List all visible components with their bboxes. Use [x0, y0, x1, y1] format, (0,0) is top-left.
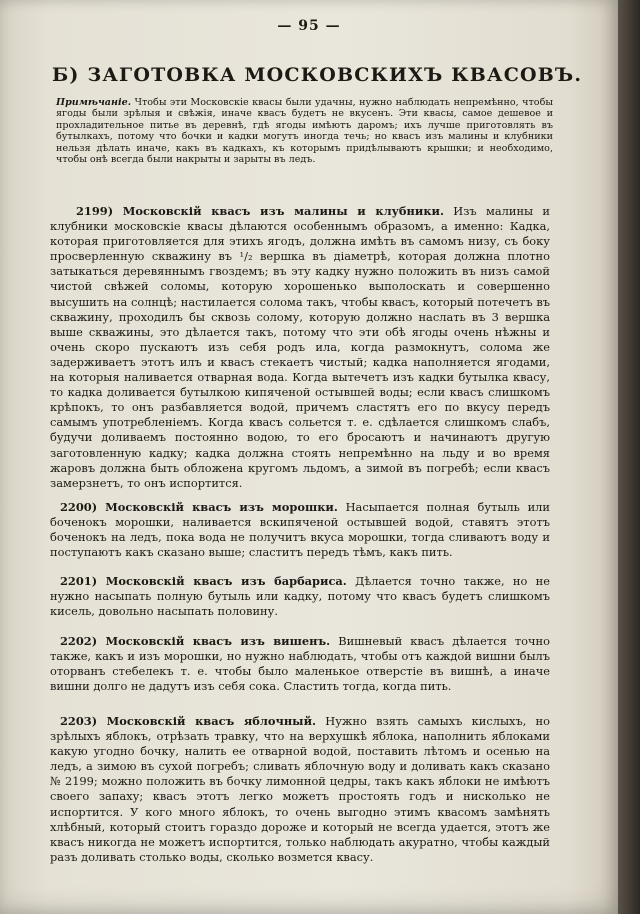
recipe-title: 2203) Московскій квасъ яблочный.: [60, 714, 317, 728]
recipe-text: Дѣлается точно также, но не нужно насыпать полную бутыль или кадку, потому что квасъ будетъ слишкомъ кисель, довольно насыпать половину.: [50, 574, 550, 619]
section-heading: Б) ЗАГОТОВКА МОСКОВСКИХЪ КВАСОВЪ.: [52, 64, 583, 86]
recipe-2202: [50, 634, 550, 694]
recipe-text: Вишневый квасъ дѣлается точно также, какъ и изъ морошки, но нужно наблюдать, чтобы отъ каждой вишни былъ оторванъ стебелекъ т. е. чтобы было маленькое отверстіе въ вишнѣ, а иначе вишни долго не дадутъ изъ себя сока. Сластить тогда, когда пить.: [50, 634, 550, 694]
recipe-title: 2200) Московскій квасъ изъ морошки.: [60, 500, 338, 514]
note-text: Чтобы эти Московскіе квасы были удачны, нужно наблюдать непремѣнно, чтобы ягоды были зрѣлыя и свѣжія, иначе квасъ будетъ не вкусенъ. Эти квасы, самое дешевое и прохладительное питье въ деревнѣ, гдѣ ягоды имѣютъ даромъ; ихъ лучше приготовлять въ бутылкахъ, потому что бочки и кадки могутъ иногда течь; но квасъ изъ малины и клубники нельзя дѣлать иначе, какъ въ кадкахъ, къ которымъ придѣлываютъ крышки; и необходимо, чтобы онѣ всегда были накрыты и зарыты въ ледъ.: [56, 97, 553, 166]
recipe-2203: [50, 714, 550, 865]
note-paragraph: [56, 97, 553, 165]
recipe-title: 2201) Московскій квасъ изъ барбариса.: [60, 574, 347, 588]
recipe-text: Нужно взять самыхъ кислыхъ, но зрѣлыхъ яблокъ, отрѣзать травку, что на верхушкѣ яблока, наполнить яблоками какую угодно бочку, налить ее отварной водой, поставить лѣтомъ и осенью на ледъ, а зимою въ сухой погребъ; сливать яблочную воду и доливать какъ сказано № 2199; можно положить въ бочку лимонной цедры, такъ какъ яблоки не имѣютъ своего запаху; квасъ этотъ легко можетъ простоять годъ и нисколько не испортится. У кого много яблокъ, то очень выгодно этимъ квасомъ замѣнять хлѣбный, который стоитъ гораздо дороже и который не всегда удается, этотъ же квасъ никогда не можетъ испортится, только наблюдать акуратно, чтобы каждый разъ доливать столько воды, сколько возмется квасу.: [50, 714, 551, 864]
recipe-2200: [50, 500, 550, 560]
recipe-text: Изъ малины и клубники московскіе квасы дѣлаются особеннымъ образомъ, а именно: Кадка, которая приготовляется для этихъ ягодъ, должна имѣть въ самомъ низу, съ боку просверленную скважину въ ¹/₂ вершка въ діаметрѣ, которая должна плотно затыкаться деревяннымъ гвоздемъ; въ эту кадку нужно положить въ низъ самой чистой свѣжей соломы, которую хорошенько выполоскать и совершенно высушить на солнцѣ; настилается солома такъ, чтобы квасъ, который потечетъ въ скважину, проходилъ бы сквозь солому, которую должно наслать въ 3 вершка выше скважины, это дѣлается такъ, потому что эти обѣ ягоды очень нѣжны и очень скоро пускаютъ изъ себя родъ ила, когда размокнутъ, солома же задерживаетъ этотъ илъ и квасъ стекаетъ чистый; кадка наполняется ягодами, на которыя наливается отварная вода. Когда вытечетъ изъ кадки бутылка квасу, то кадка доливается бутылкою кипяченой остывшей воды; если квасъ слишкомъ крѣпокъ, то онъ разбавляется водой, причемъ сластятъ его по вкусу передъ самымъ употребленіемъ. Когда квасъ сольется т. е. сдѣлается слишкомъ слабъ, будучи доливаемъ постоянно водою, то его бросаютъ и начинаютъ другую заготовленную кадку; кадка должна стоять непремѣнно на льду и во время жаровъ должна быть обложена кругомъ льдомъ, а зимой въ погребѣ; если квасъ замерзнетъ, то онъ испортится.: [50, 204, 551, 490]
book-binding-edge: [618, 0, 640, 914]
recipe-2201: [50, 574, 550, 619]
recipe-title: 2202) Московскій квасъ изъ вишенъ.: [60, 634, 331, 648]
page-number: — 95 —: [277, 18, 341, 34]
recipe-2199: [50, 204, 550, 491]
recipe-text: Насыпается полная бутыль или боченокъ морошки, наливается вскипяченой остывшей водой, ставятъ этотъ боченокъ на ледъ, пока вода не получитъ вкуса морошки, тогда сливаютъ воду и поступаютъ какъ сказано выше; сластитъ передъ тѣмъ, какъ пить.: [50, 500, 551, 560]
recipe-title: 2199) Московскій квасъ изъ малины и клубники.: [76, 204, 444, 218]
note-label: Примѣчаніе.: [56, 97, 132, 108]
